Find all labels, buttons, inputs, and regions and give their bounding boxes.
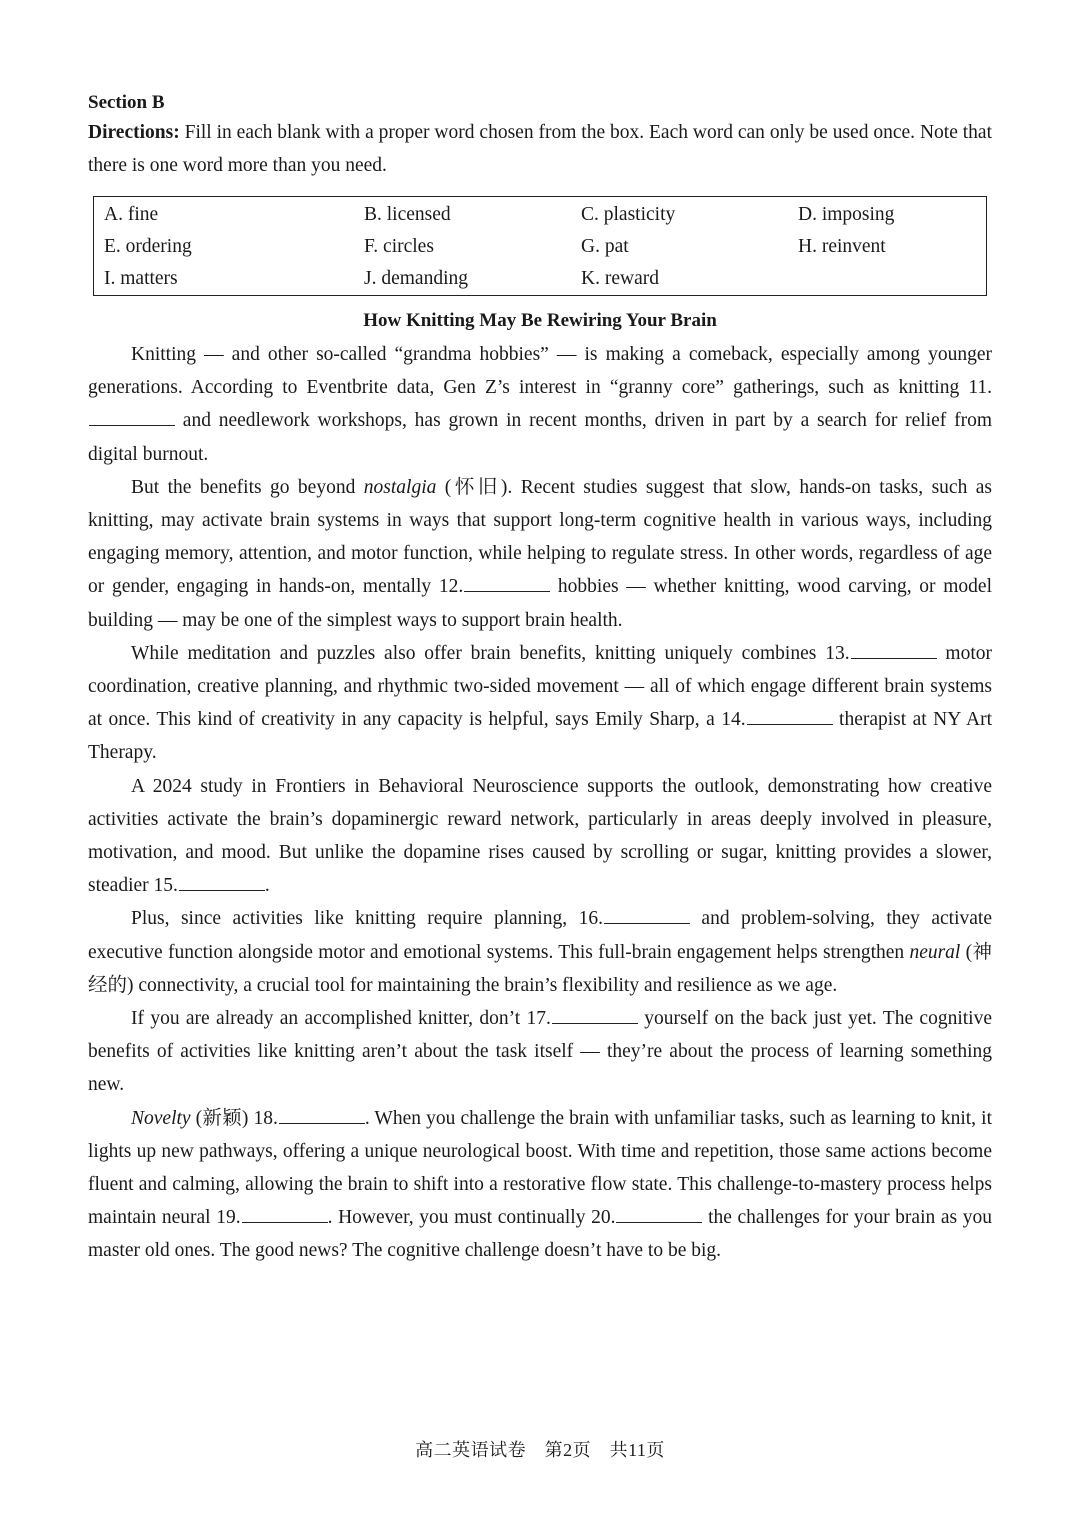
paragraph-3 [88, 637, 992, 770]
directions-label: Directions: [88, 122, 180, 143]
word-box-row [94, 231, 987, 263]
blank-number: 20. [591, 1207, 616, 1229]
italic-term: nostalgia [363, 476, 437, 498]
blank-number: 18. [253, 1107, 278, 1129]
text: . However, you must continually [327, 1207, 592, 1229]
word-option: J. demanding [364, 268, 468, 289]
text: and needlework workshops, has grown in recent months, driven in part by a search for relief from digital burnout. [88, 410, 992, 465]
word-option: B. licensed [364, 204, 451, 225]
word-option: F. circles [364, 236, 434, 257]
text: hobbies — whether knitting, wood carving, or model building — may be one of the simplest ways to support brain health. [88, 576, 992, 631]
answer-blank-11[interactable] [89, 407, 175, 426]
word-option: E. ordering [104, 236, 192, 257]
text: Knitting — and other so-called “grandma hobbies” — is making a comeback, especially among younger generations. According to Eventbrite data, Gen Z’s interest in “granny core” gatherings, such as knitting [88, 344, 992, 399]
text: . Recent studies suggest that slow, hands-on tasks, such as knitting, may activate brain systems in ways that support long-term cognitive health in various ways, including engaging memory, attention, and motor function, while helping to regulate stress. In other words, regardless of age or gender, engaging in hands-on, mentally [88, 476, 992, 598]
blank-number: 16. [578, 908, 603, 930]
gloss: (怀旧) [436, 476, 508, 498]
paragraph-7 [88, 1102, 992, 1268]
text: While meditation and puzzles also offer brain benefits, knitting uniquely combines [131, 642, 826, 664]
word-option: I. matters [104, 268, 178, 289]
directions-text: Fill in each blank with a proper word chosen from the box. Each word can only be used once. Note that there is one word more than you need. [88, 122, 992, 176]
paragraph-2 [88, 471, 992, 637]
word-option: A. fine [104, 204, 159, 225]
page-footer: 高二英语试卷 第2页 共11页 [415, 1440, 665, 1460]
text: and problem-solving, they activate executive function alongside motor and emotional systems. This full-brain engagement helps strengthen [88, 908, 992, 963]
gloss: (神经的) [88, 941, 992, 996]
italic-term: neural [909, 941, 961, 963]
word-box-row [94, 263, 987, 296]
word-option: H. reinvent [798, 236, 886, 257]
text: connectivity, a crucial tool for maintaining the brain’s flexibility and resilience as we age. [133, 974, 838, 996]
italic-term: Novelty [131, 1107, 191, 1129]
answer-blank-12[interactable] [464, 573, 550, 592]
blank-number: 13. [825, 642, 850, 664]
answer-blank-19[interactable] [242, 1204, 328, 1223]
exam-page [88, 90, 992, 1268]
paragraph-5 [88, 902, 992, 1002]
text: therapist at NY Art Therapy. [88, 709, 993, 764]
word-option: K. reward [581, 268, 659, 289]
text: the challenges for your brain as you master old ones. The good news? The cognitive challenge doesn’t have to be big. [88, 1207, 993, 1262]
word-option: D. imposing [798, 204, 895, 225]
blank-number: 12. [438, 576, 464, 598]
text: But the benefits go beyond [131, 476, 364, 498]
answer-blank-17[interactable] [552, 1005, 638, 1024]
word-option [788, 263, 987, 296]
passage-title: How Knitting May Be Rewiring Your Brain [363, 310, 717, 331]
text: motor coordination, creative planning, and rhythmic two-sided movement — all of which engage different brain systems at once. This kind of creativity in any capacity is helpful, says Emily Sharp, a [88, 642, 992, 731]
word-option: G. pat [581, 236, 629, 257]
directions [88, 116, 992, 182]
section-heading: Section B [88, 92, 165, 113]
answer-blank-18[interactable] [279, 1105, 365, 1124]
answer-blank-14[interactable] [747, 706, 833, 725]
text: . [264, 875, 270, 897]
word-box [93, 196, 987, 296]
blank-number: 11. [968, 377, 992, 399]
text: If you are already an accomplished knitter, don’t [131, 1008, 527, 1030]
answer-blank-15[interactable] [179, 872, 265, 891]
paragraph-1 [88, 338, 992, 471]
text: A 2024 study in Frontiers in Behavioral Neuroscience supports the outlook, demonstrating how creative activities activate the brain’s dopaminergic reward network, particularly in areas deeply involved in pleasure, motivation, and mood. But unlike the dopamine rises caused by scrolling or sugar, knitting provides a slower, steadier [88, 775, 992, 897]
gloss: (新颖) [190, 1107, 254, 1129]
word-option: C. plasticity [581, 204, 676, 225]
text: Plus, since activities like knitting require planning, [131, 908, 579, 930]
word-box-row [94, 197, 987, 232]
answer-blank-16[interactable] [604, 905, 690, 924]
answer-blank-13[interactable] [851, 640, 937, 659]
text: . When you challenge the brain with unfamiliar tasks, such as learning to knit, it lights up new pathways, offering a unique neurological boost. With time and repetition, those same actions become fluent and calming, allowing the brain to shift into a restorative flow state. This challenge-to-mastery process helps maintain neural [88, 1107, 992, 1229]
answer-blank-20[interactable] [616, 1204, 702, 1223]
blank-number: 19. [216, 1207, 241, 1229]
blank-number: 17. [526, 1008, 551, 1030]
blank-number: 15. [153, 875, 178, 897]
blank-number: 14. [721, 709, 746, 731]
text: yourself on the back just yet. The cognitive benefits of activities like knitting aren’t about the task itself — they’re about the process of learning something new. [88, 1008, 992, 1096]
paragraph-4 [88, 770, 992, 903]
paragraph-6 [88, 1002, 992, 1102]
